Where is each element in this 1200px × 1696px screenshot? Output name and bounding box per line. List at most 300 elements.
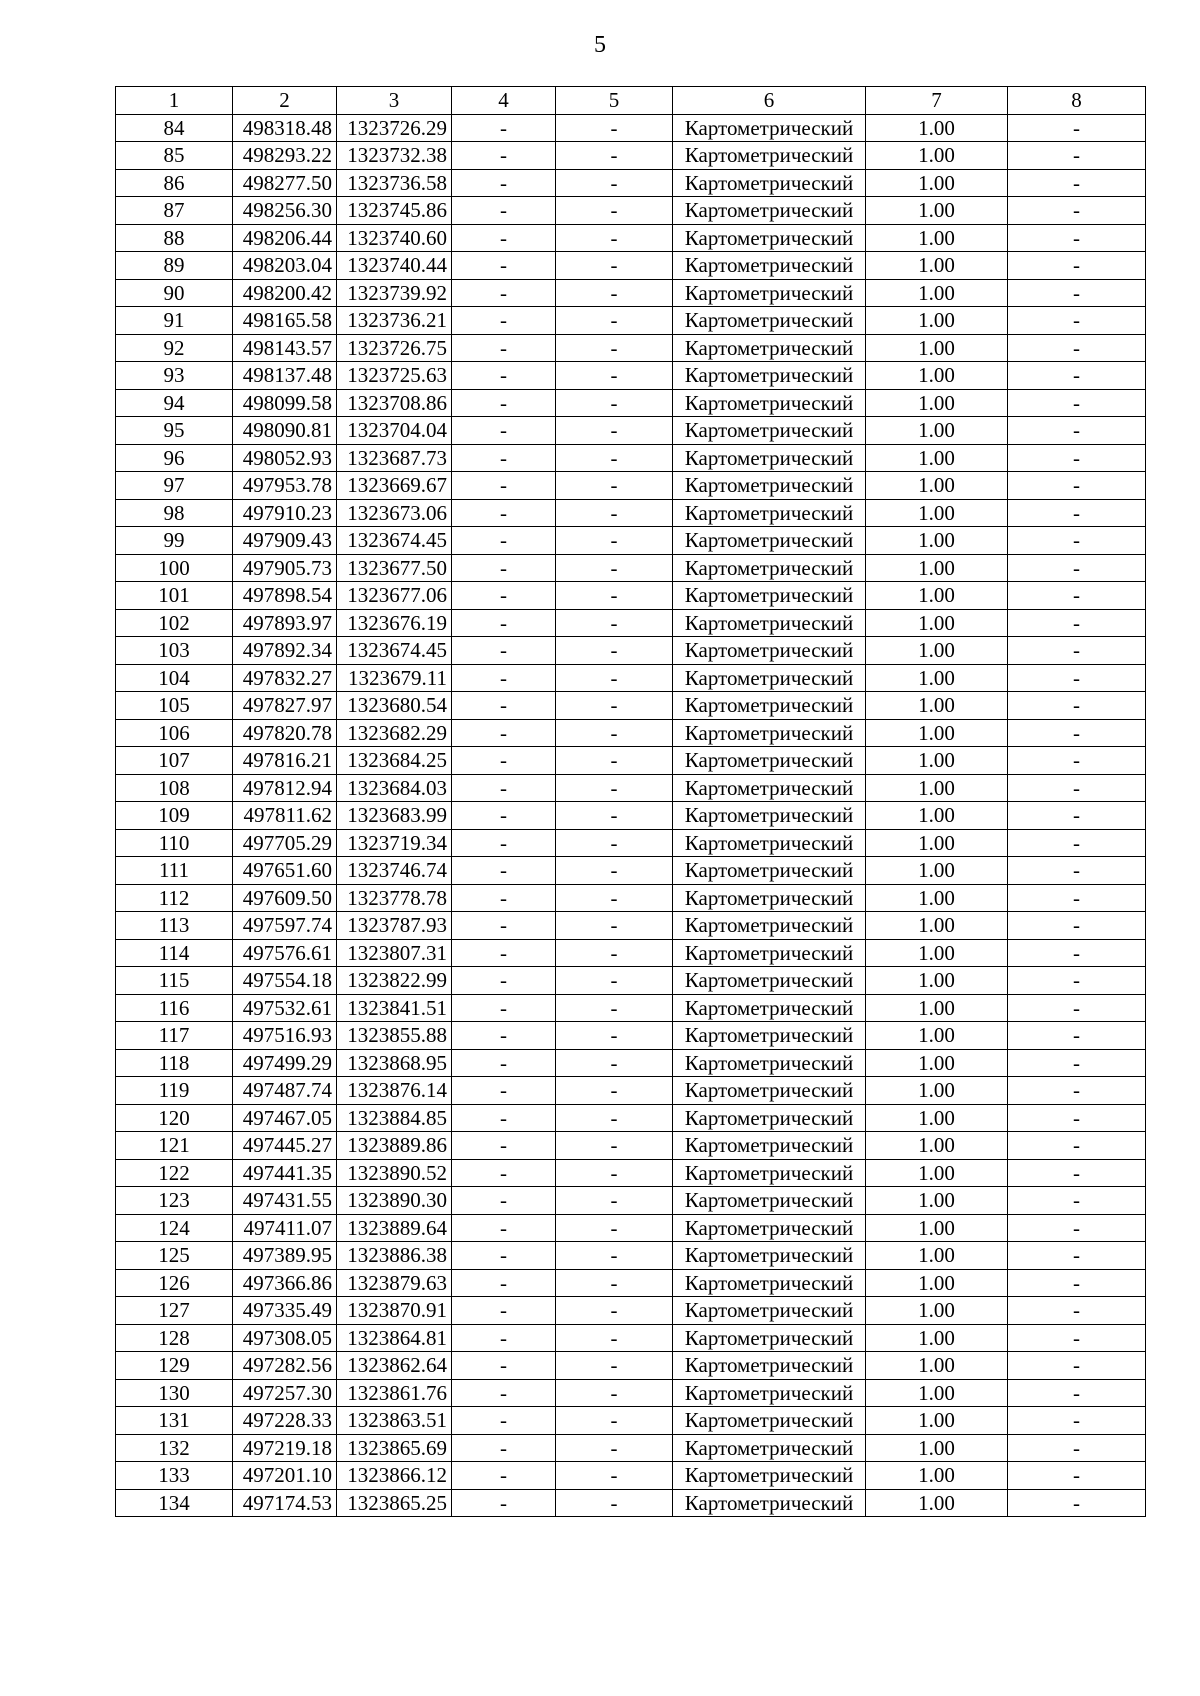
col-8-value-cell: - [1008,719,1146,747]
col-5-value-cell: - [556,829,673,857]
point-number-cell: 106 [116,719,233,747]
point-number-cell: 93 [116,362,233,390]
method-value-cell: Картометрический [673,939,866,967]
table-row [116,472,1146,500]
col-8-value-cell: - [1008,1352,1146,1380]
x-coordinate-cell: 498165.58 [233,307,337,335]
method-value-cell: Картометрический [673,169,866,197]
accuracy-value-cell: 1.00 [866,774,1008,802]
method-value-cell: Картометрический [673,1434,866,1462]
point-number-cell: 116 [116,994,233,1022]
accuracy-value-cell: 1.00 [866,554,1008,582]
point-number-cell: 90 [116,279,233,307]
point-number-cell: 126 [116,1269,233,1297]
col-5-value-cell: - [556,444,673,472]
page-number: 5 [594,32,606,58]
y-coordinate-cell: 1323884.85 [337,1104,452,1132]
col-8-value-cell: - [1008,279,1146,307]
point-number-cell: 104 [116,664,233,692]
accuracy-value-cell: 1.00 [866,1077,1008,1105]
method-value-cell: Картометрический [673,582,866,610]
point-number-cell: 133 [116,1462,233,1490]
col-4-value-cell: - [452,554,556,582]
col-4-value-cell: - [452,1159,556,1187]
x-coordinate-cell: 497576.61 [233,939,337,967]
method-value-cell: Картометрический [673,884,866,912]
col-5-value-cell: - [556,857,673,885]
col-8-value-cell: - [1008,1407,1146,1435]
method-value-cell: Картометрический [673,1049,866,1077]
table-row [116,1324,1146,1352]
point-number-cell: 134 [116,1489,233,1517]
col-5-value-cell: - [556,1022,673,1050]
y-coordinate-cell: 1323876.14 [337,1077,452,1105]
col-8-value-cell: - [1008,884,1146,912]
col-4-value-cell: - [452,939,556,967]
table-row [116,939,1146,967]
col-4-value-cell: - [452,1104,556,1132]
table-row [116,747,1146,775]
method-value-cell: Картометрический [673,609,866,637]
x-coordinate-cell: 497905.73 [233,554,337,582]
col-5-value-cell: - [556,1242,673,1270]
col-5-value-cell: - [556,169,673,197]
col-5-value-cell: - [556,389,673,417]
col-8-value-cell: - [1008,857,1146,885]
accuracy-value-cell: 1.00 [866,1379,1008,1407]
method-value-cell: Картометрический [673,1077,866,1105]
point-number-cell: 109 [116,802,233,830]
col-8-value-cell: - [1008,747,1146,775]
col-5-value-cell: - [556,1297,673,1325]
accuracy-value-cell: 1.00 [866,857,1008,885]
x-coordinate-cell: 497909.43 [233,527,337,555]
x-coordinate-cell: 497228.33 [233,1407,337,1435]
table-row [116,1132,1146,1160]
header-cell: 5 [556,87,673,115]
x-coordinate-cell: 497219.18 [233,1434,337,1462]
col-8-value-cell: - [1008,1242,1146,1270]
col-8-value-cell: - [1008,802,1146,830]
method-value-cell: Картометрический [673,802,866,830]
col-8-value-cell: - [1008,1297,1146,1325]
y-coordinate-cell: 1323676.19 [337,609,452,637]
col-8-value-cell: - [1008,527,1146,555]
accuracy-value-cell: 1.00 [866,307,1008,335]
col-5-value-cell: - [556,499,673,527]
col-4-value-cell: - [452,499,556,527]
col-4-value-cell: - [452,802,556,830]
x-coordinate-cell: 497516.93 [233,1022,337,1050]
method-value-cell: Картометрический [673,1297,866,1325]
y-coordinate-cell: 1323674.45 [337,637,452,665]
table-row [116,884,1146,912]
method-value-cell: Картометрический [673,499,866,527]
table-row [116,1077,1146,1105]
method-value-cell: Картометрический [673,1187,866,1215]
x-coordinate-cell: 497811.62 [233,802,337,830]
header-cell: 8 [1008,87,1146,115]
y-coordinate-cell: 1323778.78 [337,884,452,912]
accuracy-value-cell: 1.00 [866,279,1008,307]
y-coordinate-cell: 1323868.95 [337,1049,452,1077]
accuracy-value-cell: 1.00 [866,1462,1008,1490]
y-coordinate-cell: 1323864.81 [337,1324,452,1352]
x-coordinate-cell: 498206.44 [233,224,337,252]
col-5-value-cell: - [556,1489,673,1517]
col-5-value-cell: - [556,1434,673,1462]
y-coordinate-cell: 1323684.03 [337,774,452,802]
method-value-cell: Картометрический [673,637,866,665]
col-4-value-cell: - [452,884,556,912]
header-cell: 7 [866,87,1008,115]
accuracy-value-cell: 1.00 [866,582,1008,610]
point-number-cell: 114 [116,939,233,967]
col-5-value-cell: - [556,719,673,747]
table-row [116,142,1146,170]
x-coordinate-cell: 498090.81 [233,417,337,445]
col-4-value-cell: - [452,747,556,775]
point-number-cell: 100 [116,554,233,582]
col-5-value-cell: - [556,884,673,912]
col-4-value-cell: - [452,857,556,885]
col-8-value-cell: - [1008,417,1146,445]
accuracy-value-cell: 1.00 [866,1187,1008,1215]
y-coordinate-cell: 1323673.06 [337,499,452,527]
col-8-value-cell: - [1008,1269,1146,1297]
y-coordinate-cell: 1323841.51 [337,994,452,1022]
col-8-value-cell: - [1008,499,1146,527]
col-5-value-cell: - [556,1077,673,1105]
col-5-value-cell: - [556,417,673,445]
method-value-cell: Картометрический [673,1022,866,1050]
y-coordinate-cell: 1323736.21 [337,307,452,335]
point-number-cell: 89 [116,252,233,280]
point-number-cell: 121 [116,1132,233,1160]
x-coordinate-cell: 497820.78 [233,719,337,747]
col-5-value-cell: - [556,279,673,307]
header-cell: 6 [673,87,866,115]
col-5-value-cell: - [556,114,673,142]
y-coordinate-cell: 1323683.99 [337,802,452,830]
col-4-value-cell: - [452,967,556,995]
point-number-cell: 124 [116,1214,233,1242]
point-number-cell: 95 [116,417,233,445]
x-coordinate-cell: 497816.21 [233,747,337,775]
x-coordinate-cell: 497893.97 [233,609,337,637]
method-value-cell: Картометрический [673,967,866,995]
point-number-cell: 91 [116,307,233,335]
method-value-cell: Картометрический [673,307,866,335]
col-5-value-cell: - [556,637,673,665]
table-row [116,1379,1146,1407]
col-4-value-cell: - [452,609,556,637]
x-coordinate-cell: 497431.55 [233,1187,337,1215]
col-4-value-cell: - [452,224,556,252]
table-row [116,664,1146,692]
col-8-value-cell: - [1008,829,1146,857]
col-8-value-cell: - [1008,1379,1146,1407]
accuracy-value-cell: 1.00 [866,1407,1008,1435]
point-number-cell: 86 [116,169,233,197]
header-cell: 2 [233,87,337,115]
header-cell: 4 [452,87,556,115]
x-coordinate-cell: 498052.93 [233,444,337,472]
point-number-cell: 101 [116,582,233,610]
y-coordinate-cell: 1323704.04 [337,417,452,445]
accuracy-value-cell: 1.00 [866,389,1008,417]
method-value-cell: Картометрический [673,857,866,885]
table-row [116,1049,1146,1077]
point-number-cell: 125 [116,1242,233,1270]
col-4-value-cell: - [452,1462,556,1490]
col-4-value-cell: - [452,444,556,472]
point-number-cell: 127 [116,1297,233,1325]
table-row [116,554,1146,582]
method-value-cell: Картометрический [673,444,866,472]
col-8-value-cell: - [1008,554,1146,582]
col-5-value-cell: - [556,1324,673,1352]
x-coordinate-cell: 497282.56 [233,1352,337,1380]
point-number-cell: 119 [116,1077,233,1105]
accuracy-value-cell: 1.00 [866,417,1008,445]
point-number-cell: 122 [116,1159,233,1187]
x-coordinate-cell: 497898.54 [233,582,337,610]
table-row [116,114,1146,142]
col-5-value-cell: - [556,1462,673,1490]
x-coordinate-cell: 498137.48 [233,362,337,390]
table-row [116,829,1146,857]
x-coordinate-cell: 497827.97 [233,692,337,720]
x-coordinate-cell: 497499.29 [233,1049,337,1077]
table-row [116,1214,1146,1242]
accuracy-value-cell: 1.00 [866,1132,1008,1160]
y-coordinate-cell: 1323740.44 [337,252,452,280]
method-value-cell: Картометрический [673,912,866,940]
method-value-cell: Картометрический [673,829,866,857]
table-row [116,499,1146,527]
y-coordinate-cell: 1323855.88 [337,1022,452,1050]
point-number-cell: 92 [116,334,233,362]
col-5-value-cell: - [556,252,673,280]
method-value-cell: Картометрический [673,994,866,1022]
y-coordinate-cell: 1323726.75 [337,334,452,362]
table-row [116,1269,1146,1297]
y-coordinate-cell: 1323677.06 [337,582,452,610]
col-4-value-cell: - [452,1489,556,1517]
col-8-value-cell: - [1008,1462,1146,1490]
y-coordinate-cell: 1323879.63 [337,1269,452,1297]
accuracy-value-cell: 1.00 [866,527,1008,555]
table-row [116,169,1146,197]
col-8-value-cell: - [1008,637,1146,665]
col-4-value-cell: - [452,774,556,802]
accuracy-value-cell: 1.00 [866,802,1008,830]
col-5-value-cell: - [556,664,673,692]
accuracy-value-cell: 1.00 [866,1434,1008,1462]
x-coordinate-cell: 497257.30 [233,1379,337,1407]
point-number-cell: 88 [116,224,233,252]
col-5-value-cell: - [556,334,673,362]
method-value-cell: Картометрический [673,692,866,720]
x-coordinate-cell: 497366.86 [233,1269,337,1297]
x-coordinate-cell: 497705.29 [233,829,337,857]
accuracy-value-cell: 1.00 [866,1159,1008,1187]
col-5-value-cell: - [556,1187,673,1215]
col-5-value-cell: - [556,582,673,610]
accuracy-value-cell: 1.00 [866,142,1008,170]
y-coordinate-cell: 1323890.52 [337,1159,452,1187]
x-coordinate-cell: 497597.74 [233,912,337,940]
point-number-cell: 115 [116,967,233,995]
y-coordinate-cell: 1323725.63 [337,362,452,390]
col-4-value-cell: - [452,994,556,1022]
x-coordinate-cell: 497892.34 [233,637,337,665]
y-coordinate-cell: 1323740.60 [337,224,452,252]
method-value-cell: Картометрический [673,472,866,500]
accuracy-value-cell: 1.00 [866,114,1008,142]
accuracy-value-cell: 1.00 [866,472,1008,500]
col-5-value-cell: - [556,1104,673,1132]
col-5-value-cell: - [556,1049,673,1077]
accuracy-value-cell: 1.00 [866,912,1008,940]
col-4-value-cell: - [452,279,556,307]
method-value-cell: Картометрический [673,114,866,142]
col-4-value-cell: - [452,829,556,857]
accuracy-value-cell: 1.00 [866,1489,1008,1517]
point-number-cell: 98 [116,499,233,527]
col-4-value-cell: - [452,334,556,362]
accuracy-value-cell: 1.00 [866,224,1008,252]
method-value-cell: Картометрический [673,417,866,445]
col-8-value-cell: - [1008,444,1146,472]
col-4-value-cell: - [452,912,556,940]
point-number-cell: 103 [116,637,233,665]
accuracy-value-cell: 1.00 [866,1324,1008,1352]
x-coordinate-cell: 497554.18 [233,967,337,995]
table-row [116,1159,1146,1187]
col-5-value-cell: - [556,197,673,225]
col-8-value-cell: - [1008,912,1146,940]
col-4-value-cell: - [452,1022,556,1050]
y-coordinate-cell: 1323807.31 [337,939,452,967]
table-row [116,1242,1146,1270]
point-number-cell: 97 [116,472,233,500]
accuracy-value-cell: 1.00 [866,994,1008,1022]
table-row [116,252,1146,280]
col-8-value-cell: - [1008,362,1146,390]
method-value-cell: Картометрический [673,664,866,692]
accuracy-value-cell: 1.00 [866,664,1008,692]
col-8-value-cell: - [1008,582,1146,610]
method-value-cell: Картометрический [673,224,866,252]
col-4-value-cell: - [452,637,556,665]
table-row [116,1407,1146,1435]
col-8-value-cell: - [1008,1214,1146,1242]
x-coordinate-cell: 497487.74 [233,1077,337,1105]
col-5-value-cell: - [556,802,673,830]
accuracy-value-cell: 1.00 [866,1022,1008,1050]
col-4-value-cell: - [452,1214,556,1242]
method-value-cell: Картометрический [673,1104,866,1132]
accuracy-value-cell: 1.00 [866,829,1008,857]
col-8-value-cell: - [1008,774,1146,802]
x-coordinate-cell: 497609.50 [233,884,337,912]
col-5-value-cell: - [556,1379,673,1407]
x-coordinate-cell: 498256.30 [233,197,337,225]
x-coordinate-cell: 498277.50 [233,169,337,197]
x-coordinate-cell: 497910.23 [233,499,337,527]
accuracy-value-cell: 1.00 [866,967,1008,995]
col-4-value-cell: - [452,417,556,445]
accuracy-value-cell: 1.00 [866,197,1008,225]
point-number-cell: 87 [116,197,233,225]
col-4-value-cell: - [452,142,556,170]
y-coordinate-cell: 1323674.45 [337,527,452,555]
x-coordinate-cell: 498318.48 [233,114,337,142]
table-row [116,582,1146,610]
col-8-value-cell: - [1008,1324,1146,1352]
col-8-value-cell: - [1008,197,1146,225]
col-4-value-cell: - [452,1434,556,1462]
point-number-cell: 131 [116,1407,233,1435]
point-number-cell: 123 [116,1187,233,1215]
col-5-value-cell: - [556,1159,673,1187]
col-8-value-cell: - [1008,169,1146,197]
table-row [116,334,1146,362]
col-5-value-cell: - [556,609,673,637]
col-8-value-cell: - [1008,609,1146,637]
y-coordinate-cell: 1323669.67 [337,472,452,500]
col-5-value-cell: - [556,224,673,252]
y-coordinate-cell: 1323736.58 [337,169,452,197]
col-4-value-cell: - [452,664,556,692]
method-value-cell: Картометрический [673,1379,866,1407]
accuracy-value-cell: 1.00 [866,1242,1008,1270]
y-coordinate-cell: 1323680.54 [337,692,452,720]
col-8-value-cell: - [1008,114,1146,142]
table-row [116,994,1146,1022]
y-coordinate-cell: 1323677.50 [337,554,452,582]
x-coordinate-cell: 497467.05 [233,1104,337,1132]
point-number-cell: 85 [116,142,233,170]
table-row [116,719,1146,747]
accuracy-value-cell: 1.00 [866,747,1008,775]
col-4-value-cell: - [452,692,556,720]
method-value-cell: Картометрический [673,389,866,417]
col-5-value-cell: - [556,307,673,335]
x-coordinate-cell: 497389.95 [233,1242,337,1270]
y-coordinate-cell: 1323726.29 [337,114,452,142]
y-coordinate-cell: 1323719.34 [337,829,452,857]
table-row [116,224,1146,252]
accuracy-value-cell: 1.00 [866,884,1008,912]
col-8-value-cell: - [1008,1187,1146,1215]
y-coordinate-cell: 1323862.64 [337,1352,452,1380]
x-coordinate-cell: 497441.35 [233,1159,337,1187]
y-coordinate-cell: 1323870.91 [337,1297,452,1325]
y-coordinate-cell: 1323865.25 [337,1489,452,1517]
col-8-value-cell: - [1008,1022,1146,1050]
accuracy-value-cell: 1.00 [866,692,1008,720]
table-row [116,774,1146,802]
y-coordinate-cell: 1323861.76 [337,1379,452,1407]
accuracy-value-cell: 1.00 [866,1214,1008,1242]
table-row [116,527,1146,555]
point-number-cell: 130 [116,1379,233,1407]
col-5-value-cell: - [556,1132,673,1160]
col-8-value-cell: - [1008,389,1146,417]
